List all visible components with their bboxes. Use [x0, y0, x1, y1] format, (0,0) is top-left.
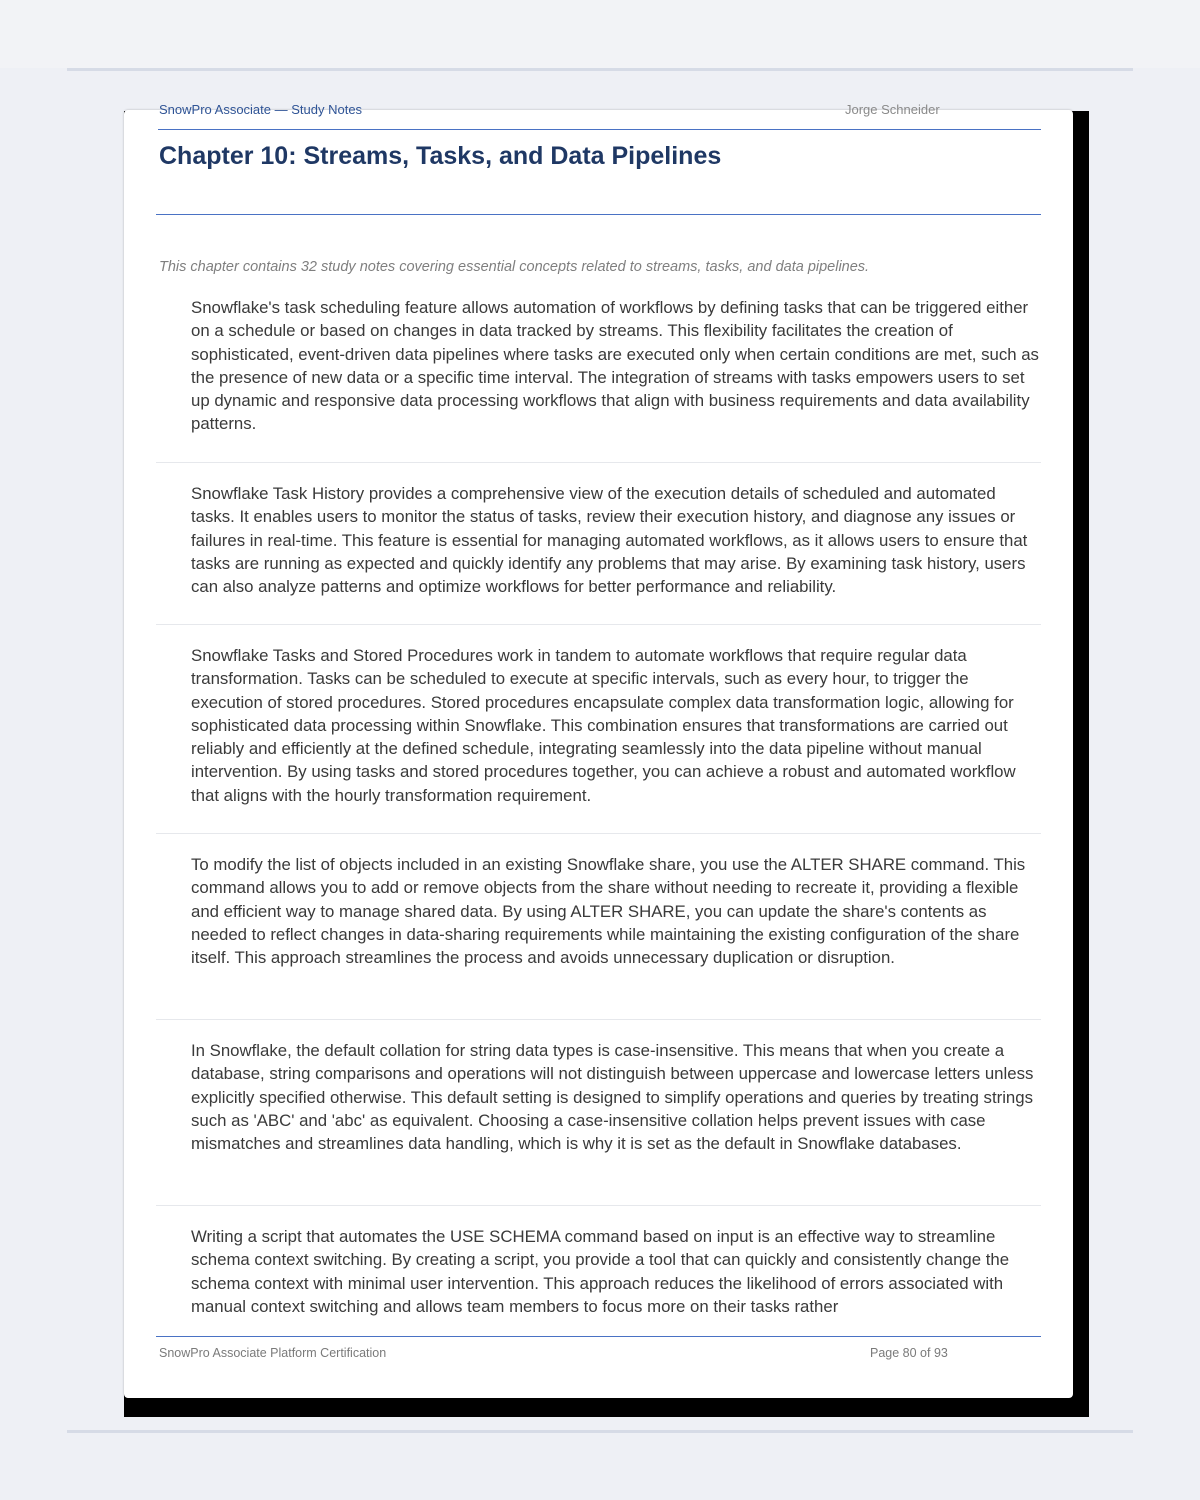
running-head-author: Jorge Schneider: [845, 102, 940, 117]
footer-divider: [156, 1336, 1041, 1337]
page-number: Page 80 of 93: [870, 1346, 948, 1360]
header-divider: [158, 129, 1041, 130]
study-note: To modify the list of objects included in an existing Snowflake share, you use the ALTER SHARE command. This command allows you to add or remove objects from the share without needing to recreate it, providing a flexible and efficient way to manage shared data. By using ALTER SHARE, you can update the share's contents as needed to reflect changes in data-sharing requirements while maintaining the existing configuration of the share itself. This approach streamlines the process and avoids unnecessary duplication or disruption.: [191, 855, 1026, 968]
title-divider: [156, 214, 1041, 215]
note-divider: [156, 624, 1041, 625]
chapter-intro: This chapter contains 32 study notes covering essential concepts related to streams, tasks, and data pipelines.: [159, 259, 870, 275]
running-head-left: SnowPro Associate — Study Notes: [159, 102, 363, 117]
study-note: Writing a script that automates the USE SCHEMA command based on input is an effective way to streamline schema context switching. By creating a script, you provide a tool that can quickly and consistently change the schema context with minimal user intervention. This approach reduces the likelihood of errors associated with manual context switching and allows team members to focus more on their tasks rather: [191, 1227, 1010, 1316]
note-divider: [156, 1205, 1041, 1206]
viewer-bottom-divider: [67, 1430, 1133, 1433]
viewer-top-divider: [67, 68, 1133, 71]
document-page[interactable]: [124, 102, 1073, 1398]
running-head: [159, 102, 1041, 122]
chapter-title: Chapter 10: Streams, Tasks, and Data Pipelines: [159, 142, 722, 170]
footer-title: SnowPro Associate Platform Certification: [159, 1346, 387, 1360]
study-note: Snowflake's task scheduling feature allows automation of workflows by defining tasks that can be triggered either on a schedule or based on changes in data tracked by streams. This flexibility facilitates the creation of sophisticated, event-driven data pipelines where tasks are executed only when certain conditions are met, such as the presence of new data or a specific time interval. The integration of streams with tasks empowers users to set up dynamic and responsive data processing workflows that align with business requirements and data availability patterns.: [191, 298, 1039, 434]
study-note: Snowflake Tasks and Stored Procedures work in tandem to automate workflows that require regular data transformation. Tasks can be scheduled to execute at specific intervals, such as every hour, to trigger the execution of stored procedures. Stored procedures encapsulate complex data transformation logic, allowing for sophisticated data processing within Snowflake. This combination ensures that transformations are carried out reliably and efficiently at the defined schedule, integrating seamlessly into the data pipeline without manual intervention. By using tasks and stored procedures together, you can achieve a robust and automated workflow that aligns with the hourly transformation requirement.: [191, 646, 1016, 805]
study-note: Snowflake Task History provides a comprehensive view of the execution details of scheduled and automated tasks. It enables users to monitor the status of tasks, review their execution history, and diagnose any issues or failures in real-time. This feature is essential for managing automated workflows, as it allows users to ensure that tasks are running as expected and quickly identify any problems that may arise. By examining task history, users can also analyze patterns and optimize workflows for better performance and reliability.: [191, 484, 1028, 597]
study-notes-list: [156, 296, 1041, 1321]
viewer-top-bar: [0, 0, 1200, 68]
study-note: In Snowflake, the default collation for string data types is case-insensitive. This means that when you create a database, string comparisons and operations will not distinguish between uppercase and lowercase letters unless explicitly specified otherwise. This default setting is designed to simplify operations and queries by treating strings such as 'ABC' and 'abc' as equivalent. Choosing a case-insensitive collation helps prevent issues with case mismatches and streamlines data handling, which is why it is set as the default in Snowflake databases.: [191, 1041, 1034, 1154]
note-divider: [156, 833, 1041, 834]
note-divider: [156, 462, 1041, 463]
note-divider: [156, 1019, 1041, 1020]
